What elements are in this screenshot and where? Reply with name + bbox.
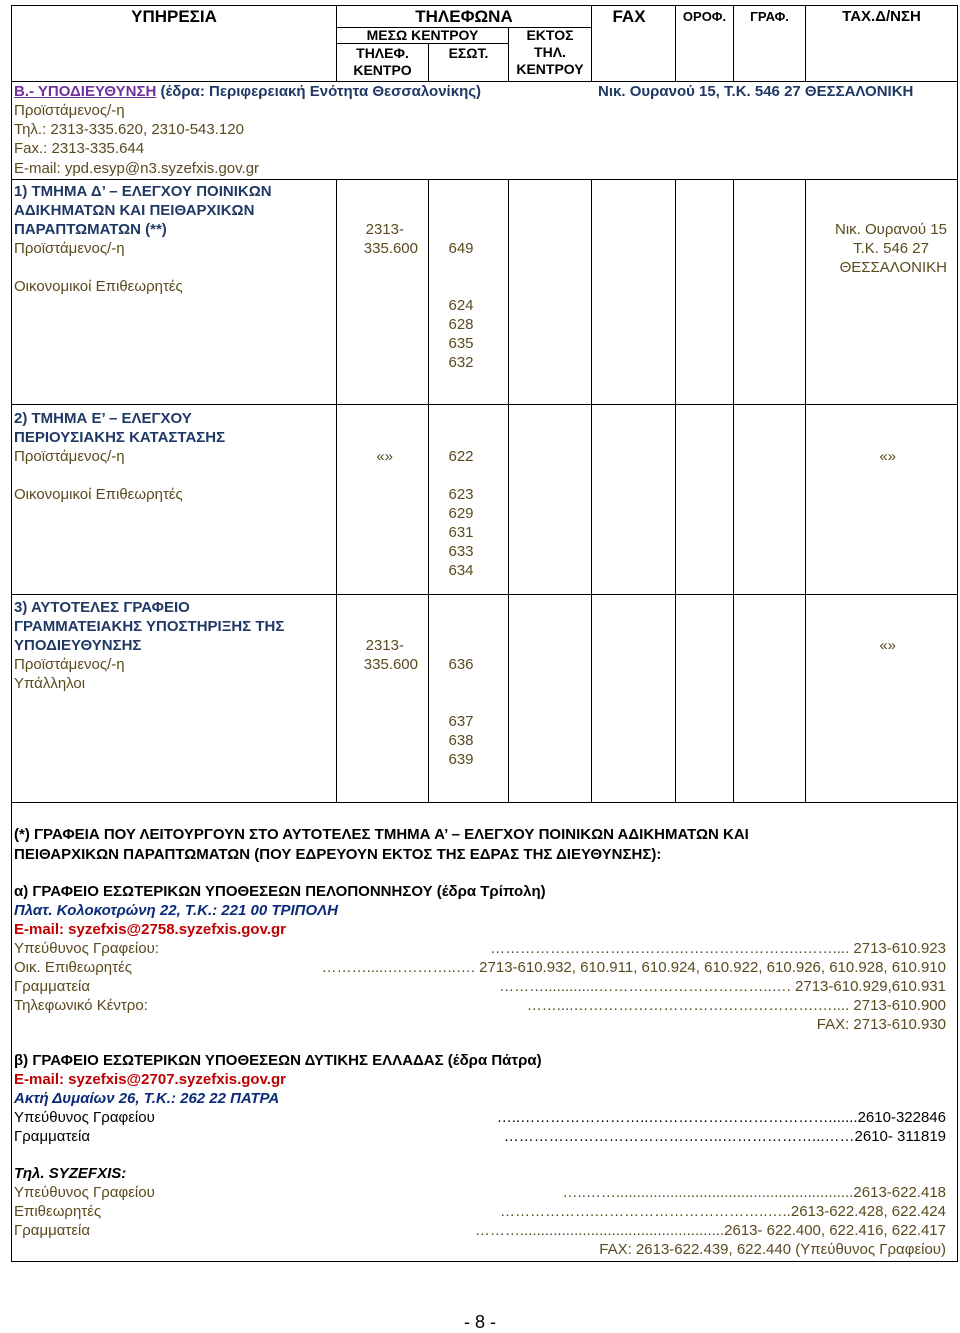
syzefxis-row-label: Επιθεωρητές (14, 1203, 102, 1220)
syzefxis-row-value: …..…….........................................................2613-622.418 (562, 1184, 946, 1201)
syzefxis-row-label: Υπεύθυνος Γραφείου (14, 1184, 155, 1201)
dept3-address: «» (879, 637, 896, 654)
office-b-row-label: Υπεύθυνος Γραφείου (14, 1109, 155, 1126)
row-separator (11, 179, 958, 180)
col-divider (675, 179, 676, 802)
office-a-email[interactable]: E-mail: syzefxis@2758.syzefxis.gov.gr (14, 921, 286, 938)
header-via-center: ΜΕΣΩ ΚΕΝΤΡΟΥ (366, 27, 479, 43)
dept3-staff: Υπάλληλοι (14, 675, 86, 692)
office-a-row-label: Οικ. Επιθεωρητές (14, 959, 132, 976)
col-divider (336, 179, 337, 802)
dept1-auditors: Οικονομικοί Επιθεωρητές (14, 278, 183, 295)
office-b-address: Ακτή Δυμαίων 26, Τ.Κ.: 262 22 ΠΑΤΡΑ (14, 1090, 280, 1107)
office-a-row-value: ……………………………….……………………..…….... 2713-610.923 (490, 940, 946, 957)
col-divider (508, 179, 509, 802)
dept2-auditor-ext: 631 (448, 524, 474, 541)
dept2-auditors: Οικονομικοί Επιθεωρητές (14, 486, 183, 503)
header-floor: ΟΡΟΦ. (682, 9, 727, 24)
col-divider (733, 179, 734, 802)
dept1-auditor-ext: 628 (448, 316, 474, 333)
office-a-address: Πλατ. Κολοκοτρώνη 22, Τ.Κ.: 221 00 ΤΡΙΠΟΛΗ (14, 902, 338, 919)
dept1-title-l1: 1) ΤΜΗΜΑ Δ’ – ΕΛΕΓΧΟΥ ΠΟΙΝΙΚΩΝ (14, 183, 272, 200)
office-a-row (14, 958, 946, 977)
dept2-head-ext: 622 (448, 448, 474, 465)
dept2-auditor-ext: 623 (448, 486, 474, 503)
dept2-auditor-ext: 629 (448, 505, 474, 522)
office-b-row-value: …..……………………..……………………………….......2610-322846 (496, 1109, 946, 1126)
table-top-border (11, 5, 958, 6)
syzefxis-row (14, 1202, 946, 1221)
dept3-center-phone-2: 335.600 (363, 656, 418, 673)
dept1-address-1: Νικ. Ουρανού 15 (835, 221, 947, 238)
dept1-auditor-ext: 635 (448, 335, 474, 352)
dept3-title-l3: ΥΠΟΔΙΕΥΘΥΝΣΗΣ (14, 637, 142, 654)
dept2-auditor-ext: 633 (448, 543, 474, 560)
row-separator (11, 802, 958, 803)
syzefxis-title: Τηλ. SYZEFXIS: (14, 1165, 127, 1182)
dept1-auditor-ext: 632 (448, 354, 474, 371)
office-a-row-label: Υπεύθυνος Γραφείου: (14, 940, 159, 957)
subdirectorate-tel: Τηλ.: 2313-335.620, 2310-543.120 (14, 121, 244, 138)
office-b-title: β) ΓΡΑΦΕΙΟ ΕΣΩΤΕΡΙΚΩΝ ΥΠΟΘΕΣΕΩΝ ΔΥΤΙΚΗΣ ΕΛΛΑΔΑΣ (έδρα Πάτρα) (14, 1052, 542, 1069)
page-number: - 8 - (463, 1312, 496, 1332)
subdirectorate-title-prefix: Β.- ΥΠΟΔΙΕΥΘΥΝΣΗ (14, 83, 157, 100)
row-separator (11, 404, 958, 405)
syzefxis-row-label: Γραμματεία (14, 1222, 91, 1239)
office-a-row-label: Τηλεφωνικό Κέντρο: (14, 997, 148, 1014)
dept1-head-ext: 649 (448, 240, 474, 257)
office-a-row-value: ……….............……………………………..…. 2713-610.929,610.931 (499, 978, 946, 995)
dept3-staff-ext: 639 (448, 751, 474, 768)
subdirectorate-email[interactable]: E-mail: ypd.esyp@n3.syzefxis.gov.gr (14, 160, 260, 177)
dept3-head: Προϊστάμενος/-η (14, 656, 125, 673)
dept2-center-phone: «» (376, 448, 393, 465)
dept2-title-l2: ΠΕΡΙΟΥΣΙΑΚΗΣ ΚΑΤΑΣΤΑΣΗΣ (14, 429, 226, 446)
office-a-row-value: ……….....…………..…. 2713-610.932, 610.911, 610.924, 610.922, 610.926, 610.928, 610.910 (321, 959, 946, 976)
header-phone-center-2: ΚΕΝΤΡΟ (353, 62, 412, 78)
subdirectorate-title-rest: (έδρα: Περιφερειακή Ενότητα Θεσσαλονίκης) (156, 83, 482, 100)
office-a-row-value: ……....………………………………………….….... 2713-610.900 (526, 997, 946, 1014)
subdirectorate-address: Νικ. Ουρανού 15, Τ.Κ. 546 27 ΘΕΣΣΑΛΟΝΙΚΗ (598, 83, 914, 100)
dept3-staff-ext: 637 (448, 713, 474, 730)
header-phone-center-1: ΤΗΛΕΦ. (356, 45, 409, 61)
syzefxis-row-value: ……………….……………………………..…..2613-622.428, 622.424 (500, 1203, 946, 1220)
notes-intro-l1: (*) ΓΡΑΦΕΙΑ ΠΟΥ ΛΕΙΤΟΥΡΓΟΥΝ ΣΤΟ ΑΥΤΟΤΕΛΕΣ ΤΜΗΜΑ Α’ – ΕΛΕΓΧΟΥ ΠΟΙΝΙΚΩΝ ΑΔΙΚΗΜΑΤΩΝ ΚΑΙ (14, 826, 749, 843)
syzefxis-row-value: ……….................................................2613- 622.400, 622.416, 622.417 (474, 1222, 946, 1239)
header-outside-3: ΚΕΝΤΡΟΥ (516, 61, 584, 77)
col-divider (591, 179, 592, 802)
header-outside-1: ΕΚΤΟΣ (526, 27, 574, 43)
dept3-center-phone-1: 2313- (365, 637, 404, 654)
office-a-row-label: Γραμματεία (14, 978, 91, 995)
office-a-row (14, 996, 946, 1015)
header-outside-2: ΤΗΛ. (534, 44, 566, 60)
table-right-border (957, 5, 958, 1262)
office-b-row-value: ……………………………………..………………...……2610- 311819 (503, 1128, 946, 1145)
table-left-border (11, 5, 12, 1262)
header-service: ΥΠΗΡΕΣΙΑ (131, 7, 217, 26)
header-postal: ΤΑΧ.Δ/ΝΣΗ (842, 8, 921, 25)
dept1-center-phone-1: 2313- (365, 221, 404, 238)
dept1-center-phone-2: 335.600 (363, 240, 418, 257)
subdirectorate-fax: Fax.: 2313-335.644 (14, 140, 145, 157)
dept1-title-l3: ΠΑΡΑΠΤΩΜΑΤΩΝ (**) (14, 221, 167, 238)
dept1-auditor-ext: 624 (448, 297, 474, 314)
office-b-email[interactable]: E-mail: syzefxis@2707.syzefxis.gov.gr (14, 1071, 286, 1088)
row-separator (11, 594, 958, 595)
header-internal: ΕΣΩΤ. (448, 45, 489, 61)
dept3-title-l1: 3) ΑΥΤΟΤΕΛΕΣ ΓΡΑΦΕΙΟ (14, 599, 190, 616)
office-b-row-label: Γραμματεία (14, 1128, 91, 1145)
notes-intro-l2: ΠΕΙΘΑΡΧΙΚΩΝ ΠΑΡΑΠΤΩΜΑΤΩΝ (ΠΟΥ ΕΔΡΕΥΟΥΝ ΕΚΤΟΣ ΤΗΣ ΕΔΡΑΣ ΤΗΣ ΔΙΕΥΘΥΝΣΗΣ): (14, 846, 662, 863)
subdirectorate-title (14, 82, 594, 101)
dept2-address: «» (879, 448, 896, 465)
table-bottom-border (11, 1261, 958, 1262)
dept1-title-l2: ΑΔΙΚΗΜΑΤΩΝ ΚΑΙ ΠΕΙΘΑΡΧΙΚΩΝ (14, 202, 255, 219)
dept3-staff-ext: 638 (448, 732, 474, 749)
dept3-head-ext: 636 (448, 656, 474, 673)
dept2-auditor-ext: 634 (448, 562, 474, 579)
office-b-row (14, 1108, 946, 1127)
dept1-address-3: ΘΕΣΣΑΛΟΝΙΚΗ (839, 259, 947, 276)
dept2-head: Προϊστάμενος/-η (14, 448, 125, 465)
header-fax: FAX (612, 7, 646, 26)
header-office: ΓΡΑΦ. (750, 9, 789, 24)
office-b-row (14, 1127, 946, 1146)
header-phones: ΤΗΛΕΦΩΝΑ (415, 7, 513, 26)
dept1-head: Προϊστάμενος/-η (14, 240, 125, 257)
syzefxis-fax: FAX: 2613-622.439, 622.440 (Υπεύθυνος Γραφείου) (599, 1241, 946, 1258)
syzefxis-row (14, 1221, 946, 1240)
syzefxis-row (14, 1183, 946, 1202)
office-a-title: α) ΓΡΑΦΕΙΟ ΕΣΩΤΕΡΙΚΩΝ ΥΠΟΘΕΣΕΩΝ ΠΕΛΟΠΟΝΝΗΣΟΥ (έδρα Τρίπολη) (14, 883, 546, 900)
office-a-row (14, 977, 946, 996)
dept2-title-l1: 2) ΤΜΗΜΑ Ε’ – ΕΛΕΓΧΟΥ (14, 410, 192, 427)
office-a-fax: FAX: 2713-610.930 (816, 1016, 946, 1033)
subdirectorate-head: Προϊστάμενος/-η (14, 102, 125, 119)
office-a-row (14, 939, 946, 958)
dept1-address-2: Τ.Κ. 546 27 (853, 240, 929, 257)
dept3-title-l2: ΓΡΑΜΜΑΤΕΙΑΚΗΣ ΥΠΟΣΤΗΡΙΞΗΣ ΤΗΣ (14, 618, 285, 635)
